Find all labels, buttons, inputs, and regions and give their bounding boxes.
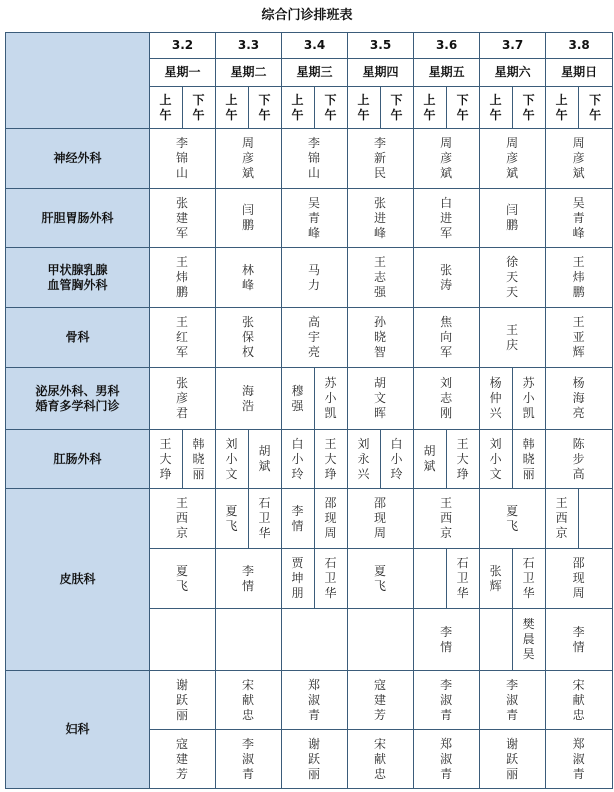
doctor-cell: 郑 淑 青 <box>546 730 613 789</box>
doctor-cell: 张 建 军 <box>150 189 216 248</box>
doctor-cell: 夏 飞 <box>348 549 414 609</box>
doctor-cell: 陈 步 高 <box>546 430 613 489</box>
doctor-cell: 张 保 权 <box>216 308 282 368</box>
doctor-cell: 郑 淑 青 <box>414 730 480 789</box>
doctor-cell: 高 宇 亮 <box>282 308 348 368</box>
doctor-cell: 徐 天 天 <box>480 248 546 308</box>
am-header: 上 午 <box>546 87 579 129</box>
am-header: 上 午 <box>348 87 381 129</box>
doctor-cell: 王 红 军 <box>150 308 216 368</box>
doctor-cell-am: 穆 强 <box>282 368 315 430</box>
doctor-cell: 李 新 民 <box>348 129 414 189</box>
doctor-cell: 谢 跃 丽 <box>480 730 546 789</box>
doctor-cell: 王 炜 鹏 <box>546 248 613 308</box>
doctor-cell: 邵 现 周 <box>546 549 613 609</box>
pm-header: 下 午 <box>579 87 613 129</box>
doctor-cell: 周 彦 斌 <box>480 129 546 189</box>
doctor-cell-pm: 韩 晓 丽 <box>183 430 216 489</box>
doctor-cell: 白 进 军 <box>414 189 480 248</box>
doctor-cell: 杨 海 亮 <box>546 368 613 430</box>
doctor-cell: 王 亚 辉 <box>546 308 613 368</box>
doctor-cell: 谢 跃 丽 <box>282 730 348 789</box>
doctor-cell: 李 情 <box>216 549 282 609</box>
doctor-cell-pm: 韩 晓 丽 <box>513 430 546 489</box>
date-header: 3.4 <box>282 33 348 59</box>
doctor-cell: 寇 建 芳 <box>150 730 216 789</box>
doctor-cell-am: 夏 飞 <box>216 489 249 549</box>
dept-gynecology: 妇科 <box>6 671 150 789</box>
doctor-cell-am: 胡 斌 <box>414 430 447 489</box>
dept-colorectal: 肛肠外科 <box>6 430 150 489</box>
page-title: 综合门诊排班表 <box>261 8 353 23</box>
pm-header: 下 午 <box>447 87 480 129</box>
doctor-cell-am: 杨 仲 兴 <box>480 368 513 430</box>
doctor-cell: 李 情 <box>546 609 613 671</box>
doctor-cell: 周 彦 斌 <box>546 129 613 189</box>
doctor-cell-pm: 白 小 玲 <box>381 430 414 489</box>
weekday-header: 星期日 <box>546 59 613 87</box>
date-header: 3.3 <box>216 33 282 59</box>
weekday-header: 星期二 <box>216 59 282 87</box>
doctor-cell: 王 炜 鹏 <box>150 248 216 308</box>
doctor-cell: 宋 献 忠 <box>216 671 282 730</box>
doctor-cell: 李 淑 青 <box>480 671 546 730</box>
doctor-cell: 宋 献 忠 <box>546 671 613 730</box>
doctor-cell: 吴 青 峰 <box>282 189 348 248</box>
doctor-cell-am: 王 西 京 <box>546 489 579 549</box>
doctor-cell-pm: 王 大 琤 <box>447 430 480 489</box>
doctor-cell-pm: 苏 小 凯 <box>513 368 546 430</box>
doctor-cell: 李 情 <box>414 609 480 671</box>
date-header: 3.6 <box>414 33 480 59</box>
doctor-cell-pm: 石 卫 华 <box>447 549 480 609</box>
schedule-table <box>5 32 613 789</box>
doctor-cell: 郑 淑 青 <box>282 671 348 730</box>
dept-neurosurgery: 神经外科 <box>6 129 150 189</box>
doctor-cell: 夏 飞 <box>150 549 216 609</box>
pm-header: 下 午 <box>315 87 348 129</box>
weekday-header: 星期三 <box>282 59 348 87</box>
doctor-cell-am: 刘 小 文 <box>216 430 249 489</box>
date-header: 3.7 <box>480 33 546 59</box>
dept-dermatology: 皮肤科 <box>6 489 150 671</box>
doctor-cell: 周 彦 斌 <box>414 129 480 189</box>
pm-header: 下 午 <box>249 87 282 129</box>
weekday-header: 星期五 <box>414 59 480 87</box>
doctor-cell: 王 庆 <box>480 308 546 368</box>
dept-hepatobiliary: 肝胆胃肠外科 <box>6 189 150 248</box>
weekday-header: 星期四 <box>348 59 414 87</box>
dept-orthopedics: 骨科 <box>6 308 150 368</box>
doctor-cell-am: 王 大 琤 <box>150 430 183 489</box>
doctor-cell-pm: 石 卫 华 <box>249 489 282 549</box>
empty-cell <box>216 609 282 671</box>
doctor-cell: 李 锦 山 <box>282 129 348 189</box>
doctor-cell: 王 西 京 <box>150 489 216 549</box>
doctor-cell: 马 力 <box>282 248 348 308</box>
doctor-cell-am: 张 辉 <box>480 549 513 609</box>
am-header: 上 午 <box>150 87 183 129</box>
dept-urology: 泌尿外科、男科 婚育多学科门诊 <box>6 368 150 430</box>
doctor-cell-pm: 石 卫 华 <box>315 549 348 609</box>
doctor-cell: 焦 向 军 <box>414 308 480 368</box>
am-header: 上 午 <box>414 87 447 129</box>
empty-cell <box>579 489 613 549</box>
doctor-cell-am: 白 小 玲 <box>282 430 315 489</box>
pm-header: 下 午 <box>183 87 216 129</box>
dept-thyroid-breast: 甲状腺乳腺 血管胸外科 <box>6 248 150 308</box>
doctor-cell: 吴 青 峰 <box>546 189 613 248</box>
pm-header: 下 午 <box>381 87 414 129</box>
doctor-cell: 孙 晓 智 <box>348 308 414 368</box>
date-header: 3.2 <box>150 33 216 59</box>
doctor-cell-pm: 王 大 琤 <box>315 430 348 489</box>
am-header: 上 午 <box>216 87 249 129</box>
doctor-cell-pm: 樊 晨 昊 <box>513 609 546 671</box>
doctor-cell-pm: 胡 斌 <box>249 430 282 489</box>
doctor-cell: 夏 飞 <box>480 489 546 549</box>
doctor-cell-pm: 石 卫 华 <box>513 549 546 609</box>
am-header: 上 午 <box>282 87 315 129</box>
empty-cell <box>150 609 216 671</box>
doctor-cell: 海 浩 <box>216 368 282 430</box>
doctor-cell: 张 进 峰 <box>348 189 414 248</box>
doctor-cell: 林 峰 <box>216 248 282 308</box>
doctor-cell: 邵 现 周 <box>348 489 414 549</box>
doctor-cell-pm: 苏 小 凯 <box>315 368 348 430</box>
doctor-cell: 寇 建 芳 <box>348 671 414 730</box>
doctor-cell-am: 贾 坤 朋 <box>282 549 315 609</box>
doctor-cell: 张 彦 君 <box>150 368 216 430</box>
date-header: 3.5 <box>348 33 414 59</box>
doctor-cell: 刘 志 刚 <box>414 368 480 430</box>
doctor-cell: 王 志 强 <box>348 248 414 308</box>
am-header: 上 午 <box>480 87 513 129</box>
pm-header: 下 午 <box>513 87 546 129</box>
empty-cell <box>480 609 513 671</box>
doctor-cell-am: 李 情 <box>282 489 315 549</box>
doctor-cell-am: 刘 小 文 <box>480 430 513 489</box>
doctor-cell: 周 彦 斌 <box>216 129 282 189</box>
doctor-cell: 谢 跃 丽 <box>150 671 216 730</box>
date-header: 3.8 <box>546 33 613 59</box>
weekday-header: 星期一 <box>150 59 216 87</box>
doctor-cell: 李 淑 青 <box>414 671 480 730</box>
doctor-cell: 张 涛 <box>414 248 480 308</box>
doctor-cell: 李 锦 山 <box>150 129 216 189</box>
doctor-cell-pm: 邵 现 周 <box>315 489 348 549</box>
empty-cell <box>414 549 447 609</box>
empty-cell <box>348 609 414 671</box>
doctor-cell: 闫 鹏 <box>480 189 546 248</box>
doctor-cell-am: 刘 永 兴 <box>348 430 381 489</box>
doctor-cell: 胡 文 晖 <box>348 368 414 430</box>
weekday-header: 星期六 <box>480 59 546 87</box>
empty-cell <box>282 609 348 671</box>
doctor-cell: 闫 鹏 <box>216 189 282 248</box>
doctor-cell: 李 淑 青 <box>216 730 282 789</box>
doctor-cell: 宋 献 忠 <box>348 730 414 789</box>
corner-cell <box>6 33 150 129</box>
doctor-cell: 王 西 京 <box>414 489 480 549</box>
